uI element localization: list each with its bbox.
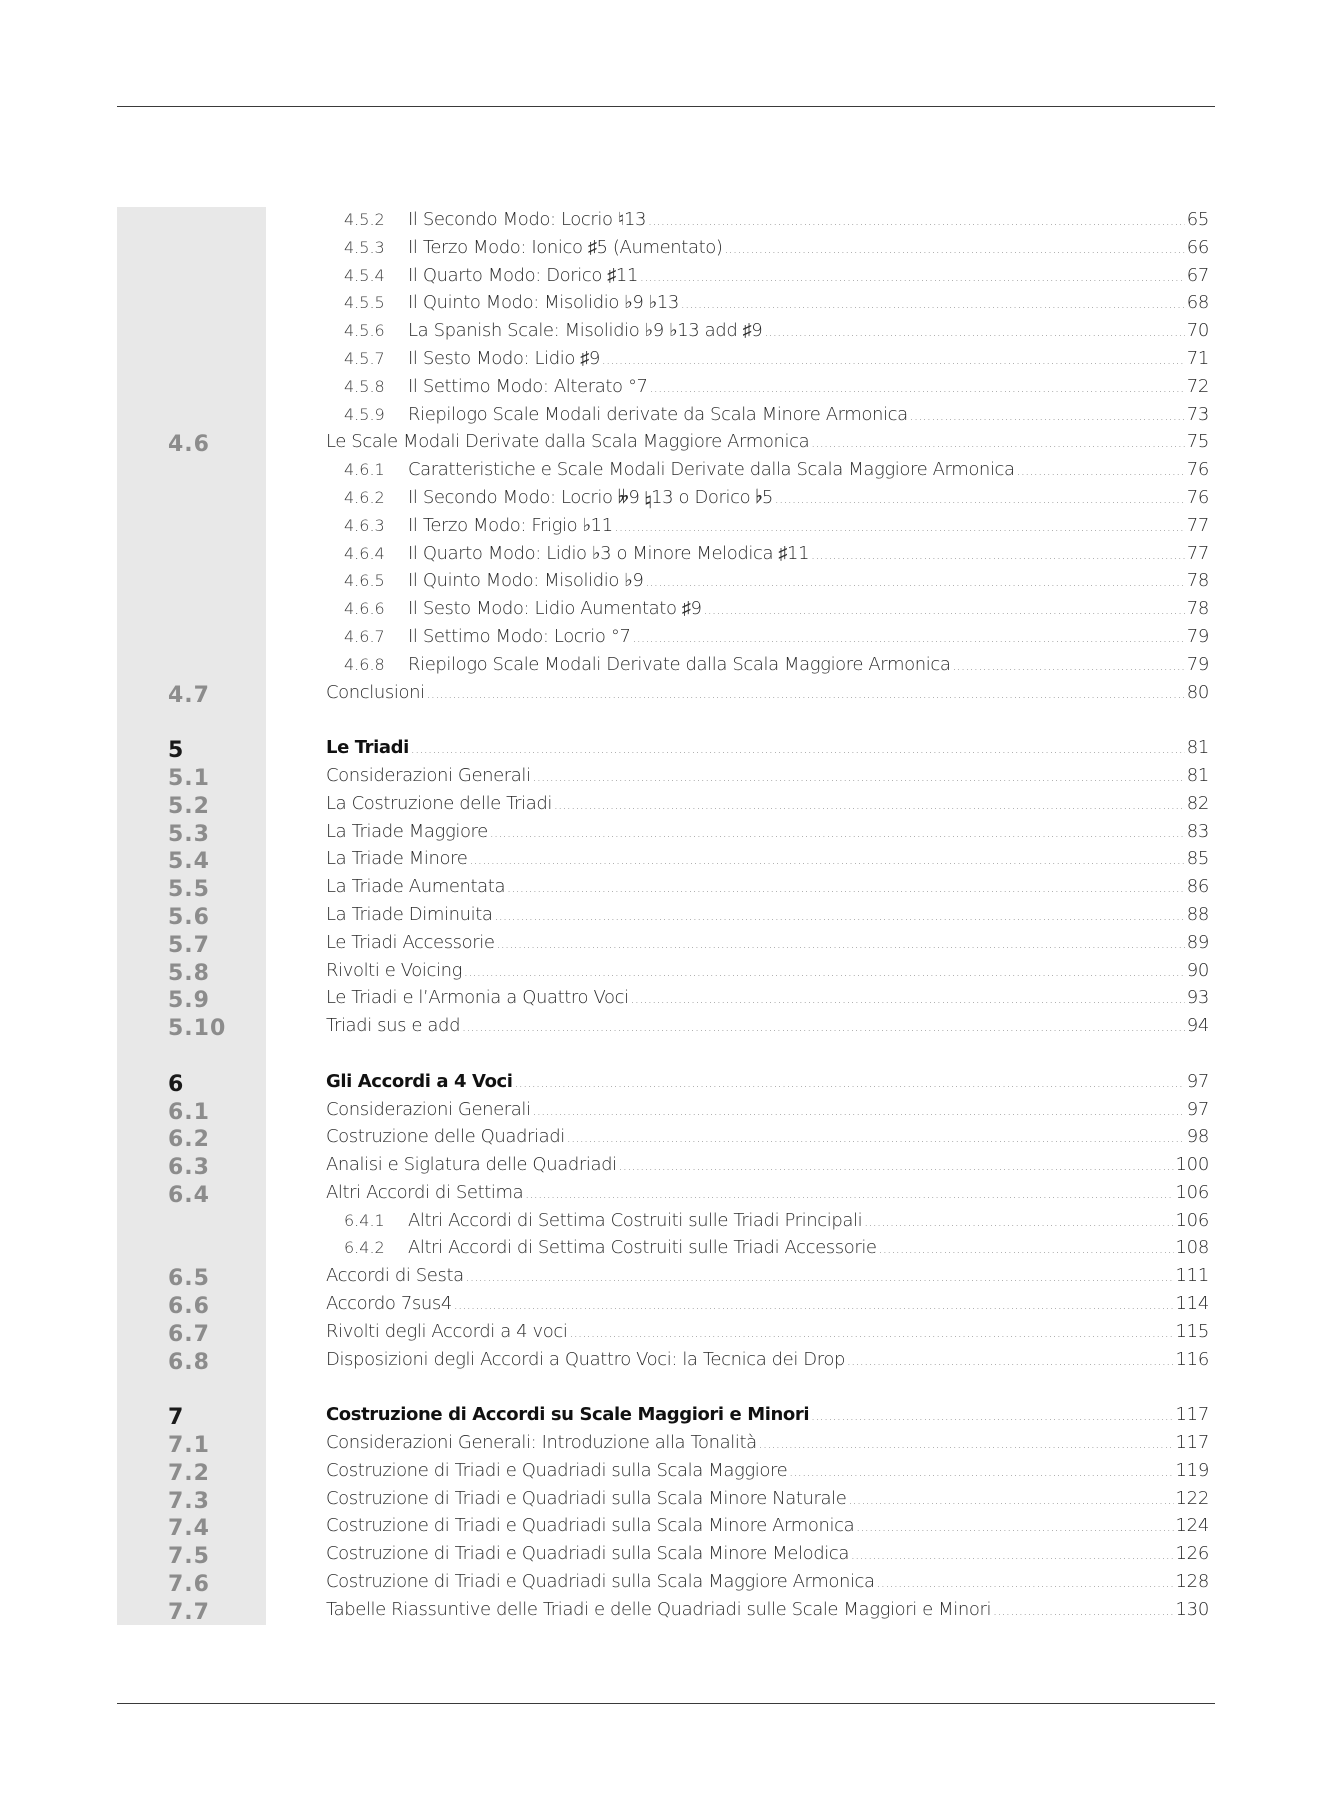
entry-title: Le Scale Modali Derivate dalla Scala Maggiore Armonica	[326, 431, 810, 453]
toc-entry-link[interactable]	[326, 1599, 1209, 1620]
subsection-number: 4.5.8	[344, 376, 385, 396]
entry-title: Accordi di Sesta	[326, 1265, 464, 1287]
entry-title: Altri Accordi di Settima Costruiti sulle Triadi Principali	[408, 1209, 863, 1231]
dot-leader	[877, 1577, 1174, 1589]
entry-title: Il Settimo Modo: Alterato °7	[408, 375, 648, 397]
toc-entry-link[interactable]	[344, 404, 1209, 425]
dot-leader	[469, 854, 1184, 866]
toc-row	[0, 1569, 1329, 1597]
toc-row	[0, 318, 1329, 346]
toc-entry-link[interactable]	[326, 1293, 1209, 1314]
entry-title: Costruzione di Triadi e Quadriadi sulla Scala Maggiore	[326, 1459, 788, 1481]
toc-row	[0, 290, 1329, 318]
toc-row	[0, 1347, 1329, 1375]
entry-title: Il Sesto Modo: Lidio Aumentato ♯9	[408, 598, 702, 620]
dot-leader	[952, 660, 1184, 672]
toc-entry-link[interactable]	[326, 1515, 1209, 1536]
toc-row	[0, 1458, 1329, 1486]
page-number: 117	[1175, 1404, 1209, 1426]
entry-title: Le Triadi Accessorie	[326, 931, 495, 953]
entry-title: Riepilogo Scale Modali derivate da Scala Minore Armonica	[408, 403, 908, 425]
toc-entry-link[interactable]	[344, 292, 1209, 313]
footer-rule	[117, 1703, 1215, 1704]
toc-row	[0, 652, 1329, 680]
page-number: 90	[1186, 959, 1209, 981]
toc-entry-link[interactable]	[326, 821, 1209, 842]
toc-entry-link[interactable]	[326, 1071, 1209, 1092]
entry-title: Considerazioni Generali	[326, 1098, 531, 1120]
section-number: 7	[168, 1405, 185, 1431]
toc-entry-link[interactable]	[326, 848, 1209, 869]
toc-row	[0, 1013, 1329, 1041]
page-number: 88	[1186, 903, 1209, 925]
page-number: 97	[1186, 1070, 1209, 1092]
toc-entry-link[interactable]	[326, 1432, 1209, 1453]
entry-title: Costruzione di Accordi su Scale Maggiori e Minori	[326, 1404, 810, 1426]
toc-entry-link[interactable]	[326, 904, 1209, 925]
dot-leader	[811, 437, 1184, 449]
section-number: 5.2	[168, 793, 210, 819]
toc-entry-link[interactable]	[344, 515, 1209, 536]
section-number: 7.5	[168, 1544, 210, 1570]
page-number: 71	[1186, 347, 1209, 369]
dot-leader	[533, 771, 1185, 783]
header-rule	[117, 106, 1215, 107]
page-number: 76	[1186, 459, 1209, 481]
toc-entry-link[interactable]	[344, 543, 1209, 564]
dot-leader	[650, 382, 1185, 394]
entry-title: Il Quinto Modo: Misolidio ♭9	[408, 570, 644, 592]
page-number: 111	[1175, 1265, 1209, 1287]
dot-leader	[462, 1021, 1185, 1033]
dot-leader	[759, 1438, 1174, 1450]
toc-entry-link[interactable]	[326, 1349, 1209, 1370]
page-number: 68	[1186, 292, 1209, 314]
toc-entry-link[interactable]	[344, 487, 1209, 508]
dot-leader	[811, 1410, 1173, 1422]
page-number: 126	[1175, 1543, 1209, 1565]
toc-entry-link[interactable]	[344, 570, 1209, 591]
page-number: 67	[1186, 264, 1209, 286]
toc-row	[0, 1541, 1329, 1569]
subsection-number: 4.6.6	[344, 599, 385, 619]
toc-entry-link[interactable]	[326, 737, 1209, 758]
dot-leader	[466, 1271, 1174, 1283]
subsection-number: 6.4.1	[344, 1210, 385, 1230]
toc-entry-link[interactable]	[344, 348, 1209, 369]
entry-title: Il Quarto Modo: Lidio ♭3 o Minore Melodica ♯11	[408, 542, 810, 564]
entry-title: Rivolti e Voicing	[326, 959, 462, 981]
section-number: 5.6	[168, 904, 210, 930]
section-number: 5.4	[168, 849, 210, 875]
entry-title: Costruzione di Triadi e Quadriadi sulla Scala Minore Naturale	[326, 1487, 847, 1509]
toc-row	[0, 457, 1329, 485]
toc-row	[0, 902, 1329, 930]
page-number: 80	[1186, 681, 1209, 703]
section-number: 5.9	[168, 988, 210, 1014]
page-number: 77	[1186, 514, 1209, 536]
toc-row	[0, 1263, 1329, 1291]
toc-entry-link[interactable]	[326, 1182, 1209, 1203]
page-number: 106	[1175, 1181, 1209, 1203]
toc-entry-link[interactable]	[344, 1237, 1209, 1258]
toc-row	[0, 513, 1329, 541]
page-number: 70	[1186, 320, 1209, 342]
entry-title: Il Secondo Modo: Locrio ♮13	[408, 209, 647, 230]
dot-leader	[811, 549, 1185, 561]
dot-leader	[1017, 465, 1185, 477]
entry-title: Il Sesto Modo: Lidio ♯9	[408, 347, 600, 369]
dot-leader	[495, 910, 1185, 922]
page-number: 65	[1186, 209, 1209, 230]
entry-title: La Spanish Scale: Misolidio ♭9 ♭13 add ♯9	[408, 320, 763, 342]
entry-title: Accordo 7sus4	[326, 1293, 452, 1315]
entry-title: Riepilogo Scale Modali Derivate dalla Scala Maggiore Armonica	[408, 653, 951, 675]
page-number: 117	[1175, 1432, 1209, 1454]
toc-row	[0, 1124, 1329, 1152]
toc-entry-link[interactable]	[326, 960, 1209, 981]
toc-entry-link[interactable]	[344, 654, 1209, 675]
entry-title: Triadi sus e add	[326, 1015, 461, 1037]
toc-entry-link[interactable]	[326, 1460, 1209, 1481]
toc-spacer	[0, 1374, 1329, 1402]
page-number: 124	[1175, 1515, 1209, 1537]
dot-leader	[567, 1132, 1185, 1144]
page-number: 114	[1175, 1293, 1209, 1315]
page-number: 78	[1186, 570, 1209, 592]
toc-row	[0, 680, 1329, 708]
toc-entry-link[interactable]	[326, 1488, 1209, 1509]
entry-title: La Costruzione delle Triadi	[326, 792, 552, 814]
page-number: 100	[1175, 1154, 1209, 1176]
toc-entry-link[interactable]	[344, 1210, 1209, 1231]
dot-leader	[789, 1466, 1173, 1478]
section-number: 6.2	[168, 1127, 210, 1153]
entry-title: Conclusioni	[326, 681, 425, 703]
entry-title: Caratteristiche e Scale Modali Derivate dalla Scala Maggiore Armonica	[408, 459, 1015, 481]
toc-row	[0, 874, 1329, 902]
toc-row	[0, 958, 1329, 986]
entry-title: Considerazioni Generali: Introduzione alla Tonalità	[326, 1432, 757, 1454]
page-number: 108	[1175, 1237, 1209, 1259]
entry-title: Considerazioni Generali	[326, 764, 531, 786]
toc-row	[0, 568, 1329, 596]
dot-leader	[454, 1299, 1174, 1311]
section-number: 5.3	[168, 821, 210, 847]
dot-leader	[724, 243, 1184, 255]
section-number: 7.6	[168, 1572, 210, 1598]
page-number: 97	[1186, 1098, 1209, 1120]
toc-row	[0, 985, 1329, 1013]
toc-row	[0, 846, 1329, 874]
toc-entry-link[interactable]	[344, 626, 1209, 647]
entry-title: Il Settimo Modo: Locrio °7	[408, 625, 631, 647]
dot-leader	[570, 1327, 1174, 1339]
entry-title: La Triade Maggiore	[326, 820, 488, 842]
toc-row	[0, 1597, 1329, 1625]
toc-entry-link[interactable]	[326, 1321, 1209, 1342]
toc-row	[0, 1208, 1329, 1236]
dot-leader	[681, 298, 1185, 310]
subsection-number: 4.6.1	[344, 460, 385, 480]
toc-entry-link[interactable]	[326, 431, 1209, 452]
dot-leader	[633, 632, 1185, 644]
section-number: 5.7	[168, 932, 210, 958]
page-number: 79	[1186, 653, 1209, 675]
page-number: 81	[1186, 737, 1209, 759]
toc-row	[0, 402, 1329, 430]
page-number: 115	[1175, 1320, 1209, 1342]
section-number: 5	[168, 738, 185, 764]
subsection-number: 4.5.4	[344, 265, 385, 285]
entry-title: Il Secondo Modo: Locrio 𝄫9 ♮13 o Dorico ♭5	[408, 486, 773, 508]
entry-title: Altri Accordi di Settima Costruiti sulle Triadi Accessorie	[408, 1237, 877, 1259]
page-number: 78	[1186, 598, 1209, 620]
table-of-contents	[0, 207, 1329, 1625]
toc-row	[0, 1291, 1329, 1319]
toc-entry-link[interactable]	[326, 1404, 1209, 1425]
section-number: 7.3	[168, 1488, 210, 1514]
dot-leader	[619, 1160, 1174, 1172]
entry-title: Costruzione di Triadi e Quadriadi sulla Scala Minore Armonica	[326, 1515, 855, 1537]
toc-entry-link[interactable]	[326, 987, 1209, 1008]
page-number: 75	[1186, 431, 1209, 453]
toc-entry-link[interactable]	[344, 376, 1209, 397]
toc-entry-link[interactable]	[344, 265, 1209, 286]
toc-row	[0, 1430, 1329, 1458]
dot-leader	[910, 410, 1185, 422]
entry-title: Le Triadi e l’Armonia a Quattro Voci	[326, 987, 629, 1009]
toc-row	[0, 1402, 1329, 1430]
section-number: 4.7	[168, 682, 210, 708]
section-number: 6.6	[168, 1294, 210, 1320]
dot-leader	[648, 215, 1185, 227]
section-number: 6.1	[168, 1099, 210, 1125]
dot-leader	[851, 1549, 1174, 1561]
dot-leader	[856, 1521, 1173, 1533]
dot-leader	[645, 576, 1184, 588]
toc-entry-link[interactable]	[326, 1571, 1209, 1592]
toc-row	[0, 1097, 1329, 1125]
section-number: 5.10	[168, 1016, 227, 1042]
subsection-number: 6.4.2	[344, 1238, 385, 1258]
subsection-number: 4.6.2	[344, 487, 385, 507]
subsection-number: 4.6.5	[344, 571, 385, 591]
entry-title: La Triade Diminuita	[326, 903, 493, 925]
toc-row	[0, 596, 1329, 624]
toc-entry-link[interactable]	[326, 765, 1209, 786]
dot-leader	[427, 688, 1185, 700]
subsection-number: 4.6.4	[344, 543, 385, 563]
page-number: 76	[1186, 486, 1209, 508]
page-number: 94	[1186, 1015, 1209, 1037]
page-number: 79	[1186, 625, 1209, 647]
page-number: 130	[1175, 1598, 1209, 1620]
entry-title: La Triade Aumentata	[326, 876, 506, 898]
subsection-number: 4.5.9	[344, 404, 385, 424]
section-number: 6.8	[168, 1349, 210, 1375]
section-number: 6.5	[168, 1266, 210, 1292]
section-number: 5.5	[168, 877, 210, 903]
toc-row	[0, 1235, 1329, 1263]
dot-leader	[848, 1494, 1173, 1506]
entry-title: Costruzione di Triadi e Quadriadi sulla Scala Minore Melodica	[326, 1543, 849, 1565]
toc-entry-link[interactable]	[326, 1265, 1209, 1286]
section-number: 6.3	[168, 1155, 210, 1181]
subsection-number: 4.6.3	[344, 515, 385, 535]
section-number: 7.2	[168, 1460, 210, 1486]
page-number: 83	[1186, 820, 1209, 842]
subsection-number: 4.5.5	[344, 293, 385, 313]
dot-leader	[507, 882, 1185, 894]
page-number: 128	[1175, 1571, 1209, 1593]
toc-entry-link[interactable]	[326, 932, 1209, 953]
toc-entry-link[interactable]	[326, 682, 1209, 703]
dot-leader	[764, 326, 1184, 338]
section-number: 7.7	[168, 1599, 210, 1625]
toc-spacer	[0, 707, 1329, 735]
entry-title: Gli Accordi a 4 Voci	[326, 1070, 513, 1092]
toc-spacer	[0, 1041, 1329, 1069]
dot-leader	[640, 271, 1185, 283]
toc-entry-link[interactable]	[344, 237, 1209, 258]
section-number: 4.6	[168, 432, 210, 458]
toc-entry-link[interactable]	[326, 1099, 1209, 1120]
dot-leader	[497, 938, 1185, 950]
entry-title: Disposizioni degli Accordi a Quattro Voci: la Tecnica dei Drop	[326, 1348, 845, 1370]
toc-row	[0, 791, 1329, 819]
toc-row	[0, 1319, 1329, 1347]
dot-leader	[554, 799, 1185, 811]
page-number: 89	[1186, 931, 1209, 953]
toc-row	[0, 541, 1329, 569]
dot-leader	[847, 1355, 1174, 1367]
page-number: 106	[1175, 1209, 1209, 1231]
entry-title: Analisi e Siglatura delle Quadriadi	[326, 1154, 617, 1176]
dot-leader	[615, 521, 1185, 533]
toc-row	[0, 1513, 1329, 1541]
subsection-number: 4.5.2	[344, 210, 385, 229]
page-number: 119	[1175, 1459, 1209, 1481]
toc-entry-link[interactable]	[344, 459, 1209, 480]
toc-row	[0, 207, 1329, 235]
section-number: 7.4	[168, 1516, 210, 1542]
toc-row	[0, 1180, 1329, 1208]
toc-row	[0, 735, 1329, 763]
dot-leader	[525, 1188, 1173, 1200]
dot-leader	[864, 1216, 1173, 1228]
toc-row	[0, 485, 1329, 513]
page-number: 86	[1186, 876, 1209, 898]
dot-leader	[631, 993, 1185, 1005]
toc-row	[0, 235, 1329, 263]
entry-title: Il Terzo Modo: Ionico ♯5 (Aumentato)	[408, 236, 723, 258]
entry-title: Il Terzo Modo: Frigio ♭11	[408, 514, 613, 536]
dot-leader	[993, 1605, 1173, 1617]
toc-row	[0, 374, 1329, 402]
entry-title: Il Quarto Modo: Dorico ♯11	[408, 264, 639, 286]
entry-title: Rivolti degli Accordi a 4 voci	[326, 1320, 568, 1342]
page-number: 66	[1186, 236, 1209, 258]
dot-leader	[704, 604, 1185, 616]
toc-row	[0, 624, 1329, 652]
subsection-number: 4.5.6	[344, 321, 385, 341]
section-number: 7.1	[168, 1433, 210, 1459]
toc-entry-link[interactable]	[326, 1126, 1209, 1147]
toc-entry-link[interactable]	[344, 320, 1209, 341]
toc-entry-link[interactable]	[326, 1154, 1209, 1175]
page-number: 122	[1175, 1487, 1209, 1509]
section-number: 5.8	[168, 960, 210, 986]
toc-entry-link[interactable]	[344, 598, 1209, 619]
toc-row	[0, 930, 1329, 958]
page-number: 72	[1186, 375, 1209, 397]
page-number: 98	[1186, 1126, 1209, 1148]
section-number: 6	[168, 1071, 185, 1097]
subsection-number: 4.6.8	[344, 654, 385, 674]
toc-row	[0, 1069, 1329, 1097]
dot-leader	[490, 827, 1185, 839]
entry-title: Tabelle Riassuntive delle Triadi e delle Quadriadi sulle Scale Maggiori e Minori	[326, 1598, 992, 1620]
entry-title: Costruzione delle Quadriadi	[326, 1126, 565, 1148]
page-number: 82	[1186, 792, 1209, 814]
section-number: 6.7	[168, 1321, 210, 1347]
page-number: 116	[1175, 1348, 1209, 1370]
section-number: 5.1	[168, 765, 210, 791]
page-number: 73	[1186, 403, 1209, 425]
toc-row	[0, 1152, 1329, 1180]
subsection-number: 4.5.3	[344, 237, 385, 257]
dot-leader	[411, 743, 1185, 755]
entry-title: Altri Accordi di Settima	[326, 1181, 524, 1203]
page-number: 77	[1186, 542, 1209, 564]
toc-entry-link[interactable]	[326, 1543, 1209, 1564]
toc-row	[0, 263, 1329, 291]
toc-entry-link[interactable]	[326, 876, 1209, 897]
dot-leader	[602, 354, 1185, 366]
toc-entry-link[interactable]	[326, 793, 1209, 814]
dot-leader	[515, 1077, 1185, 1089]
toc-row	[0, 819, 1329, 847]
dot-leader	[775, 493, 1185, 505]
dot-leader	[533, 1105, 1185, 1117]
dot-leader	[879, 1243, 1174, 1255]
entry-title: La Triade Minore	[326, 848, 468, 870]
toc-row	[0, 1486, 1329, 1514]
toc-entry-link[interactable]	[344, 209, 1209, 230]
page-number: 81	[1186, 764, 1209, 786]
toc-row	[0, 763, 1329, 791]
section-number: 6.4	[168, 1182, 210, 1208]
entry-title: Costruzione di Triadi e Quadriadi sulla Scala Maggiore Armonica	[326, 1571, 875, 1593]
toc-row	[0, 429, 1329, 457]
toc-row	[0, 346, 1329, 374]
subsection-number: 4.6.7	[344, 626, 385, 646]
page-number: 93	[1186, 987, 1209, 1009]
dot-leader	[464, 966, 1185, 978]
toc-entry-link[interactable]	[326, 1015, 1209, 1036]
page-number: 85	[1186, 848, 1209, 870]
subsection-number: 4.5.7	[344, 348, 385, 368]
entry-title: Le Triadi	[326, 737, 409, 759]
entry-title: Il Quinto Modo: Misolidio ♭9 ♭13	[408, 292, 679, 314]
